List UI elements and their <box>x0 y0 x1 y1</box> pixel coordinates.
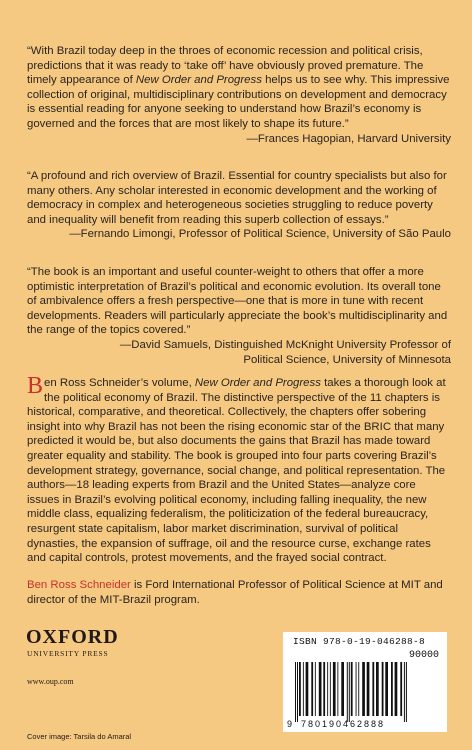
isbn-number: ISBN 978-0-19-046288-8 <box>293 636 426 647</box>
barcode-bar <box>311 662 313 716</box>
barcode-bar <box>333 662 336 716</box>
isbn-barcode <box>283 632 447 732</box>
barcode-bar <box>372 662 374 716</box>
barcode-bar <box>323 662 325 716</box>
book-description <box>27 373 451 566</box>
cover-credit: Cover image: Tarsila do Amaral <box>27 732 132 741</box>
blurb-text: “The book is an important and useful counter-weight to others that offer a more optimistic interpretation of Brazil’s political and economic evolution. Its overall tone of ambivalence offers a fresh perspective—one that is more in tune with recent developments. Readers will particularly appreciate the book’s multidisciplinarity and the range of the topics covered.” <box>27 266 448 337</box>
author-bio <box>27 578 451 607</box>
barcode-bar <box>367 662 370 716</box>
barcode-bar <box>349 662 350 722</box>
ean-first-digit: 9 <box>287 719 293 729</box>
blurb-samuels <box>27 265 451 367</box>
blurb-attribution: —Fernando Limongi, Professor of Political Science, University of São Paulo <box>69 228 451 241</box>
blurb-text: “A profound and rich overview of Brazil. Essential for country specialists but also for many others. Any scholar interested in economic development and the working of democracy in complex and heterogeneous societies struggling to reduce poverty and inequality will benefit from reading this superb collection of essays.” <box>27 170 447 226</box>
author-bio-text: is Ford International Professor of Political Science at MIT and director of the MIT-Brazil program. <box>27 579 443 606</box>
price-code: 90000 <box>408 650 439 661</box>
book-title-italic: New Order and Progress <box>194 377 321 389</box>
barcode-bar <box>400 662 402 716</box>
barcode-bar <box>391 662 393 716</box>
barcode-bar <box>356 662 357 716</box>
barcode-bar <box>404 662 405 722</box>
barcode-bar <box>362 662 365 716</box>
description-text: takes a thorough look at the political economy of Brazil. The distinctive perspective of the 11 chapters is historical, comparative, and theoretical. Collectively, the chapters offer sobering insight into why Brazil has not been the rising economic star of the BRIC that many predicted it would be, but also documents the gains that Brazil has made toward greater equality and stability. The book is grouped into four parts covering Brazil’s development strategy, governance, social change, and political representation. The authors—18 leading experts from Brazil and the United States—analyze core issues in Brazil’s evolving political economy, including falling inequality, the new middle class, equalizing federalism, the politicization of the federal bureaucracy, resurgent state capitalism, labor market discrimination, survival of political dynasties, the expansion of suffrage, oil and the resource curse, exchange rates and capital controls, protest movements, and the frayed social contract. <box>27 377 446 565</box>
barcode-bar <box>315 662 316 716</box>
barcode-bar <box>347 662 348 722</box>
barcode-bar <box>351 662 353 716</box>
blurb-hagopian <box>27 44 451 146</box>
barcode-bar <box>358 662 359 716</box>
blurb-attribution-line2: Political Science, University of Minnesota <box>243 353 451 366</box>
description-text: en Ross Schneider’s volume, <box>44 377 195 389</box>
blurb-text: helps us to see why. This impressive collection of original, multidisciplinary contributions on development and democracy is essential reading for anyone seeking to understand how Brazil’s economy is governed and the forces that are most likely to shape its future.” <box>27 74 450 130</box>
barcode-bar <box>297 662 298 722</box>
publisher-logo: OXFORD <box>26 626 119 648</box>
barcode-bar <box>395 662 398 716</box>
barcode-bar <box>299 662 301 716</box>
barcode-bar <box>341 662 344 716</box>
barcode-bar <box>376 662 379 716</box>
blurb-attribution: —Frances Hagopian, Harvard University <box>246 132 451 145</box>
author-name: Ben Ross Schneider <box>27 579 131 591</box>
barcode-bar <box>330 662 331 716</box>
blurb-limongi <box>27 169 451 242</box>
barcode-bar <box>303 662 304 716</box>
blurb-attribution-line1: —David Samuels, Distinguished McKnight University Professor of <box>119 338 451 351</box>
barcode-bar <box>337 662 338 716</box>
barcode-bar <box>295 662 296 722</box>
barcode-bar <box>319 662 322 716</box>
book-title-italic: New Order and Progress <box>135 74 262 87</box>
ean-right-digits: 462888 <box>343 719 386 729</box>
barcode-bar <box>306 662 309 716</box>
barcode-bars <box>283 632 447 732</box>
barcode-bar <box>382 662 384 716</box>
publisher-url: www.oup.com <box>27 677 74 686</box>
barcode-bar <box>385 662 388 716</box>
publisher-subtitle: UNIVERSITY PRESS <box>27 649 109 658</box>
barcode-bar <box>327 662 328 716</box>
drop-cap: B <box>27 373 44 399</box>
blurb-text: “With Brazil today deep in the throes of economic recession and political crisis, predictions that it was ready to ‘take off’ have obviously proved premature. The timely appearance of <box>27 45 424 87</box>
ean-left-digits: 780190 <box>301 719 344 729</box>
barcode-bar <box>406 662 407 722</box>
